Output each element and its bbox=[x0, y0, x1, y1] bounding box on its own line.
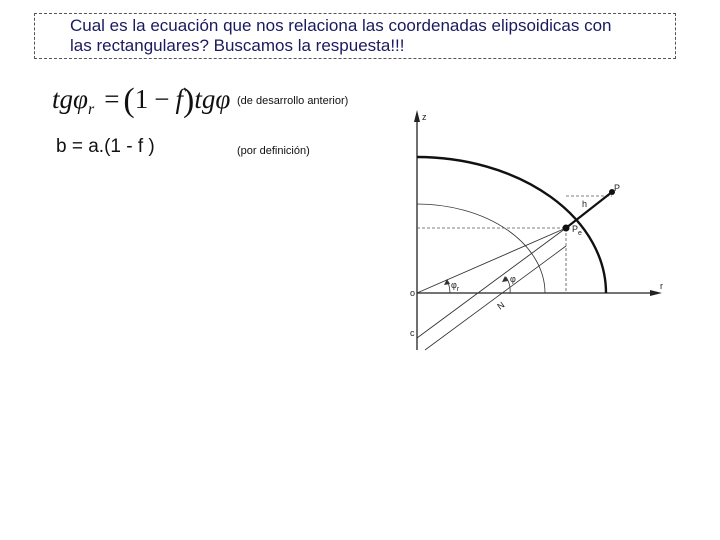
title-line-2: las rectangulares? Buscamos la respuesta!!! bbox=[70, 36, 405, 55]
phi-r-arc-arrow bbox=[444, 279, 450, 285]
formula-paren-open: ( bbox=[123, 82, 135, 119]
note-por-definicion: (por definición) bbox=[237, 145, 310, 157]
label-p: P bbox=[614, 183, 621, 193]
auxiliary-arc bbox=[417, 204, 545, 293]
label-n: N bbox=[495, 299, 507, 312]
note-de-desarrollo: (de desarrollo anterior) bbox=[237, 95, 349, 107]
formula-f: f bbox=[175, 84, 183, 114]
formula-rhs: tgφ bbox=[194, 84, 231, 114]
formula-one: 1 bbox=[134, 84, 149, 114]
formula-lhs-sub: r bbox=[87, 101, 95, 118]
label-phi: φ bbox=[510, 274, 516, 284]
label-o: o bbox=[410, 288, 416, 298]
label-pe: $P_e$ bbox=[572, 224, 582, 237]
label-r: r bbox=[660, 281, 663, 291]
label-phi-r: $\varphi_r$ bbox=[451, 280, 460, 293]
formula-equals: = bbox=[104, 84, 120, 114]
formula-b-equals: b = a.(1 - f ) bbox=[56, 136, 155, 157]
height-segment-h bbox=[566, 192, 612, 228]
formula-paren-close: ) bbox=[183, 82, 195, 119]
z-axis-arrow bbox=[414, 110, 420, 122]
label-c: c bbox=[410, 328, 415, 338]
normal-offset-line bbox=[425, 246, 566, 350]
point-pe bbox=[563, 225, 570, 232]
label-h: h bbox=[582, 199, 588, 209]
formula-lhs: tgφ bbox=[52, 84, 88, 114]
title-line-1: Cual es la ecuación que nos relaciona las coordenadas elipsoidicas con bbox=[70, 16, 612, 35]
formula-minus: − bbox=[154, 84, 170, 114]
label-z: z bbox=[422, 112, 427, 122]
